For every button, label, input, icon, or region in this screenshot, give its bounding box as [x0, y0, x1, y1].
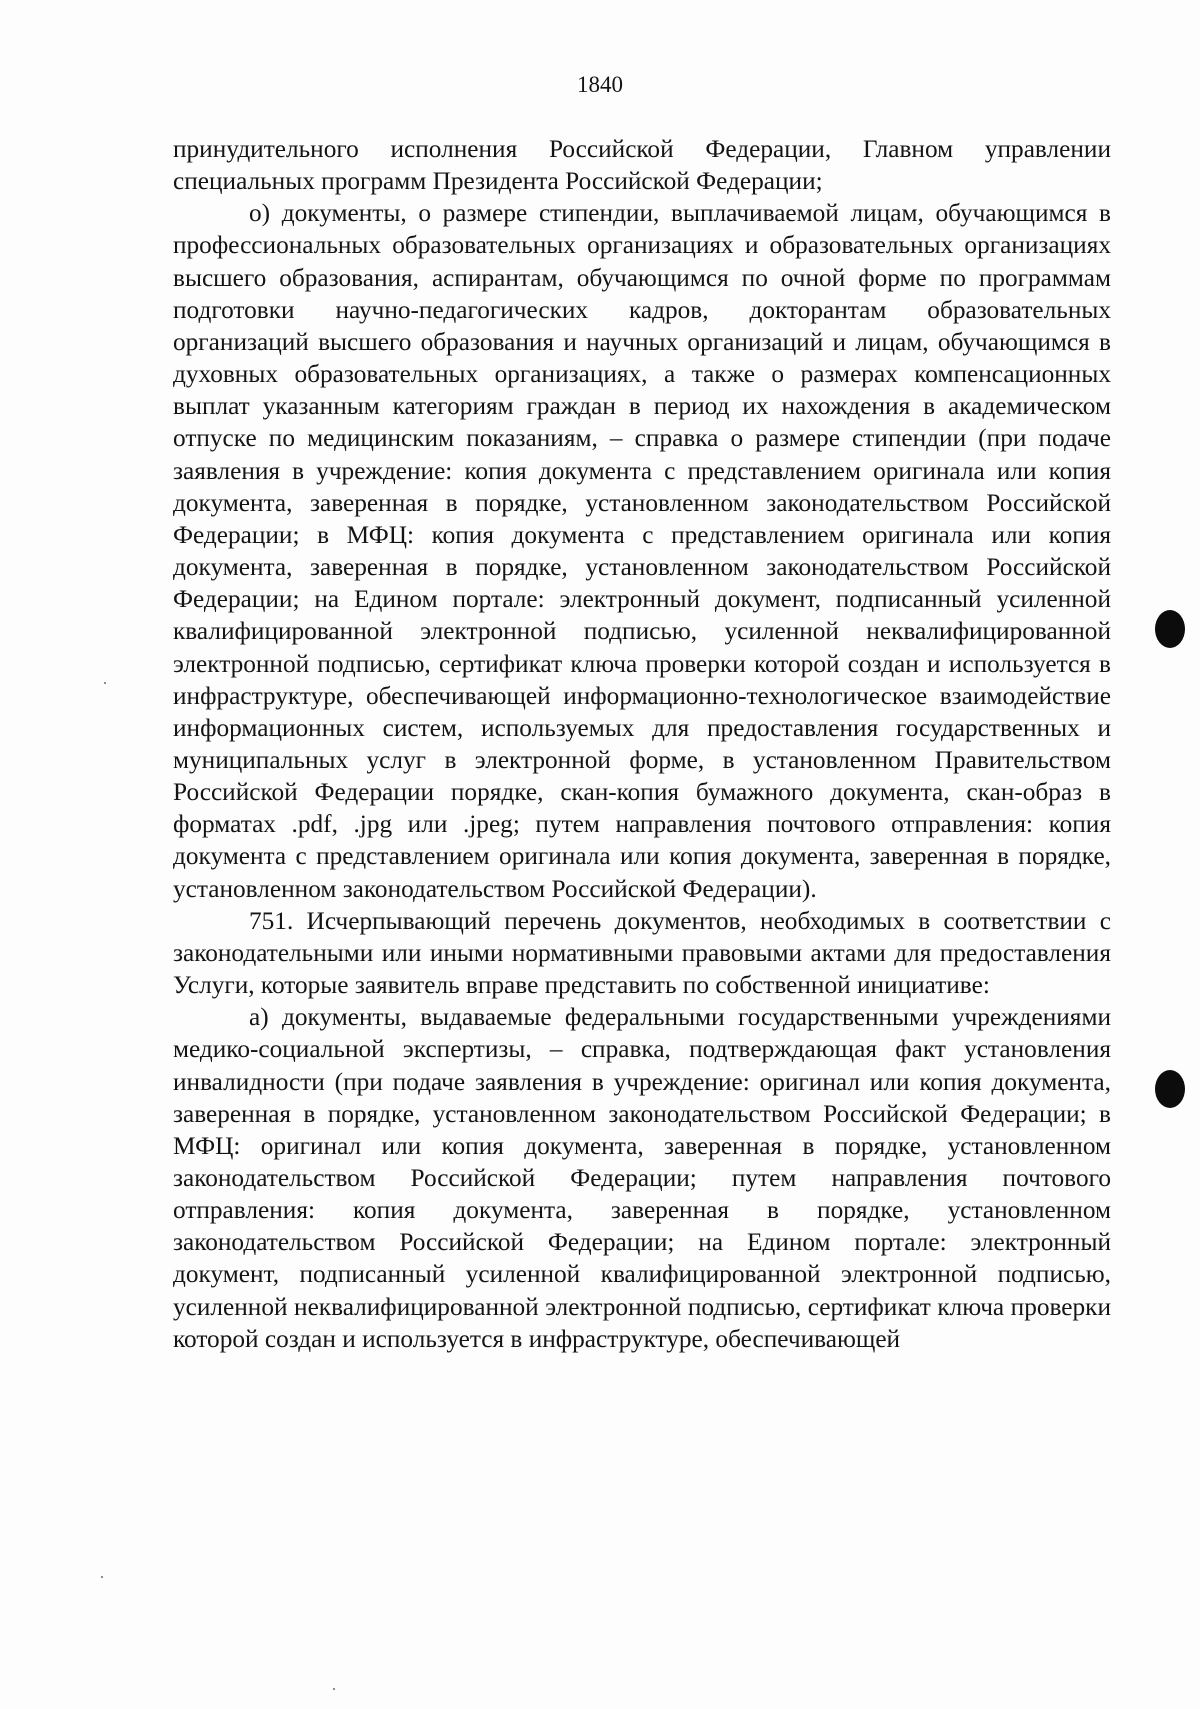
- binder-hole-lower: [1155, 1070, 1185, 1108]
- paragraph-item-751: 751. Исчерпывающий перечень документов, необходимых в соответствии с законодательными или иными нормативными правовыми актами для предоставления Услуги, которые заявитель вправе представить по собственной инициативе:: [173, 906, 1111, 1000]
- paragraph-item-a: а) документы, выдаваемые федеральными государственными учреждениями медико-социальной экспертизы, – справка, подтверждающая факт установления инвалидности (при подаче заявления в учреждение: оригинал или копия документа, заверенная в порядке, установленном законодательством Российской Федерации; в МФЦ: оригинал или копия документа, заверенная в порядке, установленном законодательством Российской Федерации; путем направления почтового отправления: копия документа, заверенная в порядке, установленном законодательством Российской Федерации; на Едином портале: электронный документ, подписанный усиленной квалифицированной электронной подписью, усиленной неквалифицированной электронной подписью, сертификат ключа проверки которой создан и используется в инфраструктуре, обеспечивающей: [173, 1003, 1111, 1353]
- paragraph-item-o: о) документы, о размере стипендии, выплачиваемой лицам, обучающимся в профессиональных образовательных организациях и образовательных организациях высшего образования, аспирантам, обучающимся по очной форме по программам подготовки научно-педагогических кадров, докторантам образовательных организаций высшего образования и научных организаций и лицам, обучающимся в духовных образовательных организациях, а также о размерах компенсационных выплат указанным категориям граждан в период их нахождения в академическом отпуске по медицинским показаниям, – справка о размере стипендии (при подаче заявления в учреждение: копия документа с представлением оригинала или копия документа, заверенная в порядке, установленном законодательством Российской Федерации; в МФЦ: копия документа с представлением оригинала или копия документа, заверенная в порядке, установленном законодательством Российской Федерации; на Едином портале: электронный документ, подписанный усиленной квалифицированной электронной подписью, усиленной неквалифицированной электронной подписью, сертификат ключа проверки которой создан и используется в инфраструктуре, обеспечивающей информационно-технологическое взаимодействие информационных систем, используемых для предоставления государственных и муниципальных услуг в электронной форме, в установленном Правительством Российской Федерации порядке, скан-копия бумажного документа, скан-образ в форматах .pdf, .jpg или .jpeg; путем направления почтового отправления: копия документа с представлением оригинала или копия документа, заверенная в порядке, установленном законодательством Российской Федерации).: [173, 199, 1111, 903]
- scan-speck: [104, 682, 106, 684]
- scan-speck: [101, 1576, 103, 1578]
- page-number: 1840: [577, 72, 623, 97]
- scan-speck: [333, 1688, 335, 1690]
- document-body: [173, 133, 1111, 1355]
- binder-hole-upper: [1155, 610, 1185, 648]
- paragraph-continuation: принудительного исполнения Российской Федерации, Главном управлении специальных программ Президента Российской Федерации;: [173, 135, 1111, 196]
